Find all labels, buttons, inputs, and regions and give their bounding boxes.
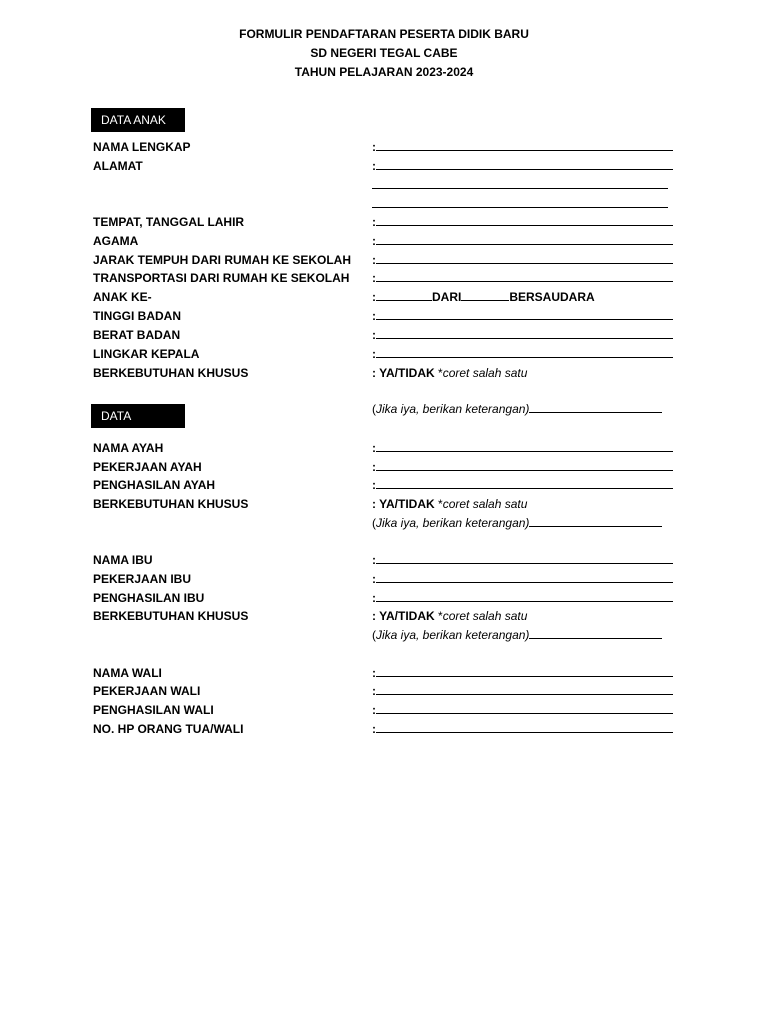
fill-line[interactable]: : bbox=[372, 682, 673, 700]
field-row-pekerjaan-wali bbox=[93, 682, 683, 700]
fill-line[interactable]: : bbox=[372, 251, 673, 269]
field-row-nama-ayah bbox=[93, 439, 683, 457]
ya-tidak-choice[interactable] bbox=[372, 495, 527, 513]
coret-note: coret salah satu bbox=[442, 497, 528, 511]
fill-line-anak-ke[interactable]: : DARI BERSAUDARA bbox=[372, 290, 595, 304]
fill-line-alamat-3[interactable] bbox=[372, 195, 668, 213]
field-label: BERAT BADAN bbox=[93, 328, 181, 342]
asterisk: * bbox=[438, 497, 443, 511]
keterangan-anak[interactable] bbox=[372, 400, 662, 418]
field-label: NAMA AYAH bbox=[93, 441, 164, 455]
fill-line[interactable]: : bbox=[372, 326, 673, 344]
ya-tidak-choice[interactable] bbox=[372, 607, 527, 625]
school-name: SD NEGERI TEGAL CABE bbox=[310, 46, 458, 60]
field-row-transportasi bbox=[93, 269, 683, 287]
field-label: PENGHASILAN WALI bbox=[93, 703, 214, 717]
dari-label: DARI bbox=[432, 290, 462, 304]
field-row-hp bbox=[93, 720, 683, 738]
field-row-tinggi bbox=[93, 307, 683, 325]
field-row-ttl bbox=[93, 213, 683, 231]
fill-line[interactable]: : bbox=[372, 476, 673, 494]
paren: ( bbox=[372, 516, 376, 530]
fill-line[interactable]: : bbox=[372, 269, 673, 287]
fill-line[interactable]: : bbox=[372, 307, 673, 325]
field-label: PEKERJAAN WALI bbox=[93, 684, 201, 698]
field-label: PENGHASILAN AYAH bbox=[93, 478, 216, 492]
academic-year: TAHUN PELAJARAN 2023-2024 bbox=[294, 65, 474, 79]
section-tag-child: DATA ANAK bbox=[91, 108, 185, 132]
field-row-penghasilan-wali bbox=[93, 701, 683, 719]
jika-note: Jika iya, berikan keterangan) bbox=[376, 402, 530, 416]
field-row-khusus-anak bbox=[93, 364, 683, 382]
fill-line-alamat-2[interactable] bbox=[372, 176, 668, 194]
paren: ( bbox=[372, 402, 376, 416]
field-row-khusus-ibu bbox=[93, 607, 683, 625]
asterisk: * bbox=[438, 609, 443, 623]
field-label: ANAK KE- bbox=[93, 290, 152, 304]
field-label: PENGHASILAN IBU bbox=[93, 591, 205, 605]
section-tag-parent: DATA bbox=[91, 404, 185, 428]
ya-tidak-text: : YA/TIDAK bbox=[372, 609, 435, 623]
paren: ( bbox=[372, 628, 376, 642]
coret-note: coret salah satu bbox=[442, 609, 528, 623]
field-row-pekerjaan-ayah bbox=[93, 458, 683, 476]
field-label: TEMPAT, TANGGAL LAHIR bbox=[93, 215, 245, 229]
fill-line[interactable]: : bbox=[372, 458, 673, 476]
field-row-pekerjaan-ibu bbox=[93, 570, 683, 588]
coret-note: coret salah satu bbox=[442, 366, 528, 380]
fill-line[interactable]: : bbox=[372, 439, 673, 457]
field-label: AGAMA bbox=[93, 234, 139, 248]
field-row-berat bbox=[93, 326, 683, 344]
field-label: ALAMAT bbox=[93, 159, 143, 173]
ya-tidak-text: : YA/TIDAK bbox=[372, 366, 435, 380]
field-row-penghasilan-ibu bbox=[93, 589, 683, 607]
field-row-jarak bbox=[93, 251, 683, 269]
fill-line[interactable]: : bbox=[372, 345, 673, 363]
jika-note: Jika iya, berikan keterangan) bbox=[376, 516, 530, 530]
field-row-nama-wali bbox=[93, 664, 683, 682]
field-label: BERKEBUTUHAN KHUSUS bbox=[93, 609, 249, 623]
field-label: NAMA WALI bbox=[93, 666, 162, 680]
field-row-nama-lengkap bbox=[93, 138, 683, 156]
jika-note: Jika iya, berikan keterangan) bbox=[376, 628, 530, 642]
keterangan-ayah[interactable] bbox=[372, 514, 662, 532]
field-label: BERKEBUTUHAN KHUSUS bbox=[93, 366, 249, 380]
field-label: JARAK TEMPUH DARI RUMAH KE SEKOLAH bbox=[93, 253, 352, 267]
ya-tidak-choice[interactable] bbox=[372, 364, 527, 382]
field-label: PEKERJAAN AYAH bbox=[93, 460, 202, 474]
fill-line[interactable]: : bbox=[372, 213, 673, 231]
keterangan-ibu[interactable] bbox=[372, 626, 662, 644]
form-title: FORMULIR PENDAFTARAN PESERTA DIDIK BARU bbox=[239, 27, 529, 41]
fill-line[interactable]: : bbox=[372, 589, 673, 607]
field-label: TRANSPORTASI DARI RUMAH KE SEKOLAH bbox=[93, 271, 350, 285]
field-label: NO. HP ORANG TUA/WALI bbox=[93, 722, 244, 736]
fill-line[interactable]: : bbox=[372, 701, 673, 719]
field-label: NAMA IBU bbox=[93, 553, 153, 567]
fill-line[interactable]: : bbox=[372, 232, 673, 250]
field-row-nama-ibu bbox=[93, 551, 683, 569]
ya-tidak-text: : YA/TIDAK bbox=[372, 497, 435, 511]
asterisk: * bbox=[438, 366, 443, 380]
field-label: LINGKAR KEPALA bbox=[93, 347, 200, 361]
field-label: PEKERJAAN IBU bbox=[93, 572, 192, 586]
field-label: TINGGI BADAN bbox=[93, 309, 181, 323]
field-row-khusus-ayah bbox=[93, 495, 683, 513]
field-row-alamat bbox=[93, 157, 683, 175]
field-label: NAMA LENGKAP bbox=[93, 140, 191, 154]
fill-line[interactable]: : bbox=[372, 720, 673, 738]
fill-line[interactable]: : bbox=[372, 664, 673, 682]
field-row-penghasilan-ayah bbox=[93, 476, 683, 494]
field-label: BERKEBUTUHAN KHUSUS bbox=[93, 497, 249, 511]
fill-line[interactable]: : bbox=[372, 138, 673, 156]
bersaudara-label: BERSAUDARA bbox=[509, 290, 595, 304]
field-row-anak-ke bbox=[93, 288, 683, 306]
fill-line[interactable]: : bbox=[372, 570, 673, 588]
fill-line[interactable]: : bbox=[372, 551, 673, 569]
field-row-lingkar bbox=[93, 345, 683, 363]
fill-line[interactable]: : bbox=[372, 157, 673, 175]
field-row-agama bbox=[93, 232, 683, 250]
